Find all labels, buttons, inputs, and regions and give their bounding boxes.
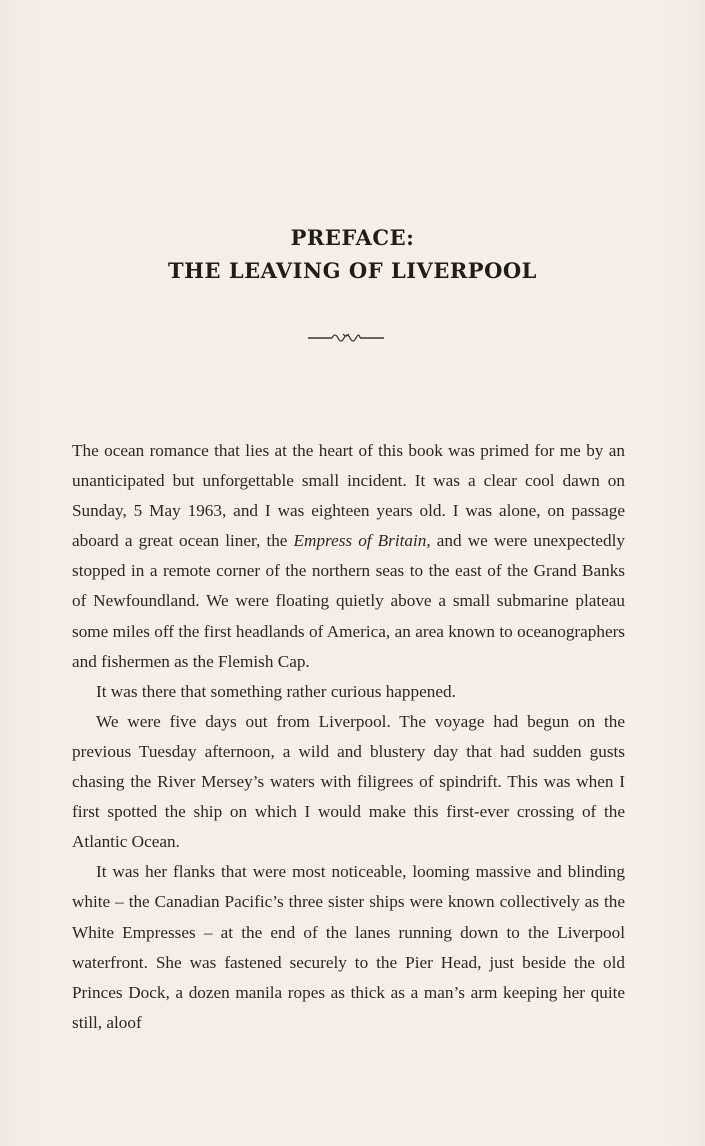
paragraph-1 xyxy=(72,436,625,677)
chapter-title-line-1: PREFACE: xyxy=(290,225,415,250)
paragraph-4: It was her flanks that were most noticeable, looming massive and blinding white – the Canadian Pacific’s three sister ships were known collectively as the White Empresses – at the end of the lanes running down to the Liverpool waterfront. She was fastened securely to the Pier Head, just beside the old Princes Dock, a dozen manila ropes as thick as a man’s arm keeping her quite still, aloof xyxy=(72,862,625,1032)
flourish-ornament-icon xyxy=(306,330,386,344)
body-text xyxy=(72,436,625,1038)
paragraph-1-text-a: The ocean romance that lies at the heart of this book was primed for me by an unanticipated but unforgettable small incident. It was a clear cool dawn on Sunday, 5 May 1963, and I was eighteen years old. I was alone, on passage aboard a great ocean liner, the xyxy=(72,441,625,551)
ship-name-italic: Empress of Britain xyxy=(293,531,427,551)
paragraph-2: It was there that something rather curious happened. xyxy=(96,681,456,701)
paragraph-3: We were five days out from Liverpool. The voyage had begun on the previous Tuesday afternoon, a wild and blustery day that had sudden gusts chasing the River Mersey’s waters with filigrees of spindrift. This was when I first spotted the ship on which I would make this first-ever crossing of the Atlantic Ocean. xyxy=(72,711,625,852)
chapter-title-line-2: THE LEAVING OF LIVERPOOL xyxy=(168,258,537,283)
paragraph-1-text-b: , and we were unexpectedly stopped in a remote corner of the northern seas to the east of the Grand Banks of Newfoundland. We were floating quietly above a small submarine plateau some miles off the first headlands of America, an area known to oceanographers and fishermen as the Flemish Cap. xyxy=(72,531,625,671)
